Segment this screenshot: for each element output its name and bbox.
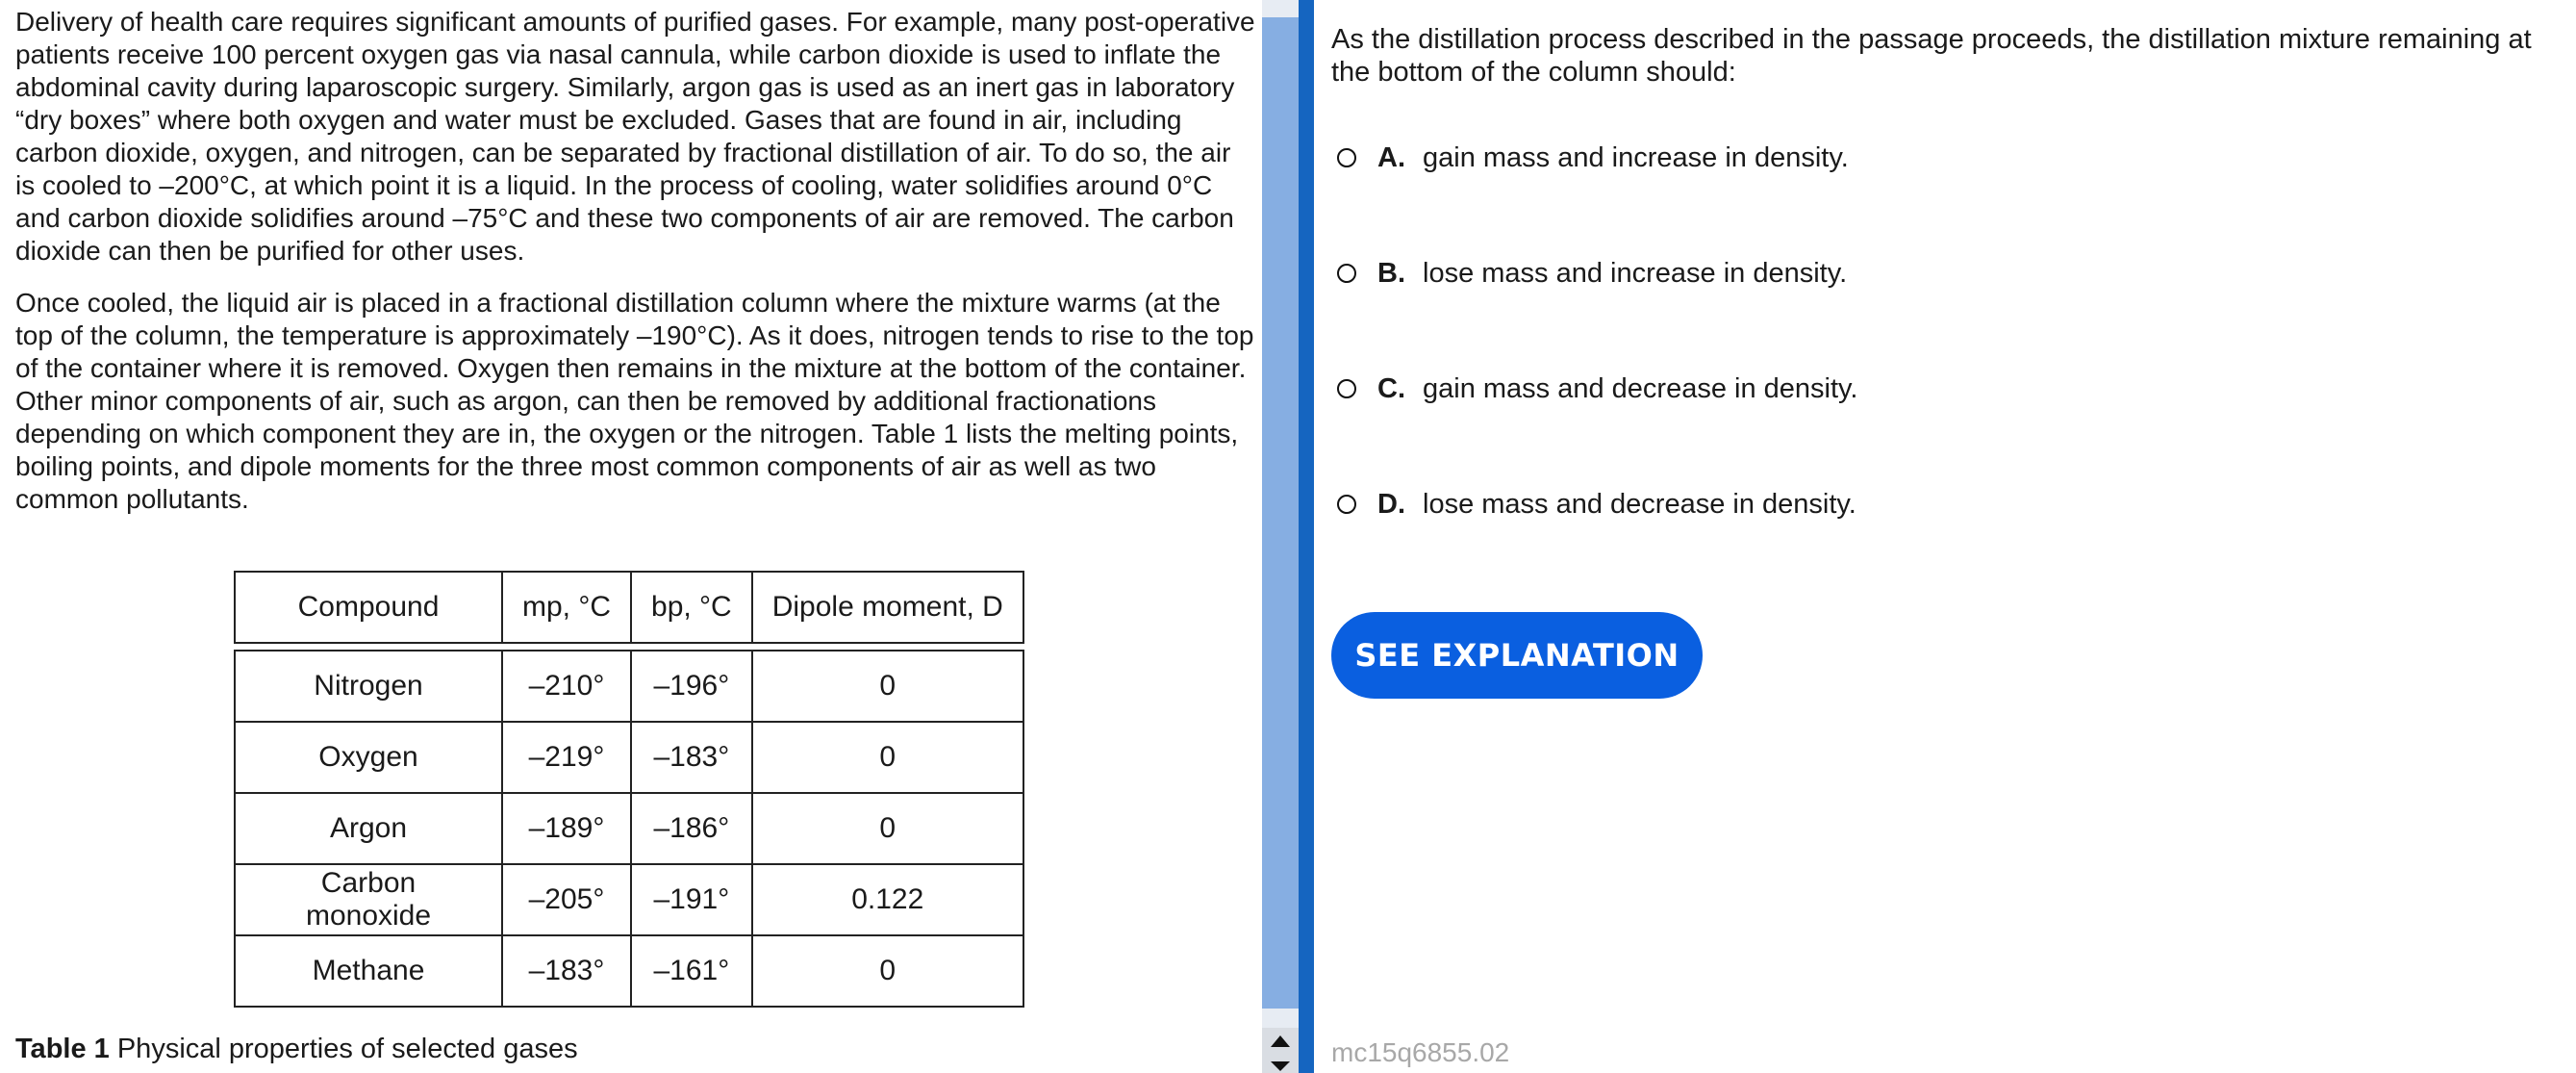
triangle-up-icon <box>1271 1035 1290 1047</box>
see-explanation-button[interactable]: SEE EXPLANATION <box>1331 612 1703 699</box>
table-header-bp: bp, °C <box>631 572 752 643</box>
table-cell: –186° <box>631 793 752 864</box>
table-cell: 0.122 <box>752 864 1023 935</box>
answer-choice-a[interactable] <box>1337 139 1849 177</box>
passage-text <box>15 6 1256 535</box>
question-stem: As the distillation process described in the passage proceeds, the distillation mixture remaining at the bottom of the column should: <box>1331 24 2532 88</box>
choice-letter: C. <box>1377 372 1405 404</box>
table-cell: Carbon monoxide <box>235 864 502 935</box>
table-cell: –205° <box>502 864 631 935</box>
table-cell: 0 <box>752 651 1023 722</box>
triangle-down-icon <box>1271 1061 1290 1071</box>
table-row <box>235 722 1023 793</box>
table-cell: –183° <box>631 722 752 793</box>
choice-text: lose mass and decrease in density. <box>1423 488 1856 520</box>
table-row <box>235 935 1023 1007</box>
table-cell: 0 <box>752 793 1023 864</box>
table-cell: –189° <box>502 793 631 864</box>
choice-letter: B. <box>1377 257 1405 289</box>
table-cell: Argon <box>235 793 502 864</box>
answer-choice-c[interactable] <box>1337 370 1857 408</box>
passage-paragraph-2: Once cooled, the liquid air is placed in a fractional distillation column where the mixture warms (at the top of the column, the temperature is approximately –190°C). As it does, nitrogen tends to rise to the top of the container where it is removed. Oxygen then remains in the mixture at the bottom of the container. Other minor components of air, such as argon, can then be removed by additional fractionations depending on which component they are in, the oxygen or the nitrogen. Table 1 lists the melting points, boiling points, and dipole moments for the three most common components of air as well as two common pollutants. <box>15 288 1254 514</box>
table-cell: Nitrogen <box>235 651 502 722</box>
scroll-up-button[interactable] <box>1262 1028 1299 1057</box>
table-caption <box>15 1034 578 1065</box>
radio-icon[interactable] <box>1337 148 1356 167</box>
table-cell: Methane <box>235 935 502 1007</box>
table-header-dipole: Dipole moment, D <box>752 572 1023 643</box>
table-cell: 0 <box>752 935 1023 1007</box>
table-cell: –183° <box>502 935 631 1007</box>
choice-letter: D. <box>1377 488 1405 520</box>
radio-icon[interactable] <box>1337 495 1356 514</box>
choice-text: gain mass and increase in density. <box>1423 141 1849 173</box>
table-row <box>235 864 1023 935</box>
gas-properties-table <box>234 571 1024 1008</box>
question-id: mc15q6855.02 <box>1331 1037 1510 1067</box>
table-cell: –210° <box>502 651 631 722</box>
table-cell: –161° <box>631 935 752 1007</box>
scroll-down-button[interactable] <box>1262 1057 1299 1073</box>
choice-letter: A. <box>1377 141 1405 173</box>
passage-pane <box>0 0 1262 1073</box>
choice-text: lose mass and increase in density. <box>1423 257 1848 289</box>
table-header-mp: mp, °C <box>502 572 631 643</box>
radio-icon[interactable] <box>1337 379 1356 398</box>
table-cell: Oxygen <box>235 722 502 793</box>
table-row <box>235 651 1023 722</box>
scrollbar-track-bottom <box>1262 1009 1299 1028</box>
table-caption-text: Physical properties of selected gases <box>116 1034 578 1064</box>
table-cell: 0 <box>752 722 1023 793</box>
table-header-compound: Compound <box>235 572 502 643</box>
table-cell: –191° <box>631 864 752 935</box>
radio-icon[interactable] <box>1337 264 1356 283</box>
scrollbar-thumb[interactable] <box>1262 17 1299 1009</box>
passage-paragraph-1: Delivery of health care requires significant amounts of purified gases. For example, many post-operative patients receive 100 percent oxygen gas via nasal cannula, while carbon dioxide is used to inflate the abdominal cavity during laparoscopic surgery. Similarly, argon gas is used as an inert gas in laboratory “dry boxes” where both oxygen and water must be excluded. Gases that are found in air, including carbon dioxide, oxygen, and nitrogen, can be separated by fractional distillation of air. To do so, the air is cooled to –200°C, at which point it is a liquid. In the process of cooling, water solidifies around 0°C and carbon dioxide solidifies around –75°C and these two components of air are removed. The carbon dioxide can then be purified for other uses. <box>15 7 1255 266</box>
pane-divider[interactable] <box>1299 0 1314 1073</box>
table-cell: –219° <box>502 722 631 793</box>
question-pane <box>1314 0 2576 1073</box>
table-header-row <box>235 572 1023 643</box>
table-cell: –196° <box>631 651 752 722</box>
choice-text: gain mass and decrease in density. <box>1423 372 1858 404</box>
answer-choice-b[interactable] <box>1337 254 1847 293</box>
table-caption-label: Table 1 <box>15 1034 110 1064</box>
answer-choice-d[interactable] <box>1337 485 1856 524</box>
scrollbar-track-top <box>1262 0 1299 17</box>
table-row <box>235 793 1023 864</box>
